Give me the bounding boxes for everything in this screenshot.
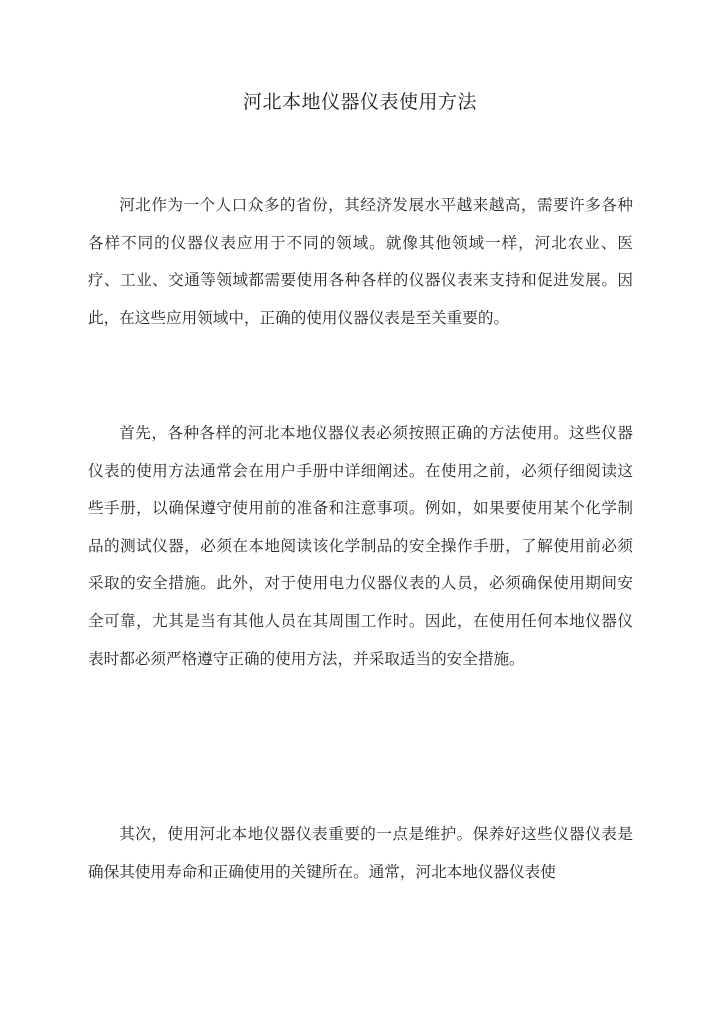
document-title: 河北本地仪器仪表使用方法: [242, 91, 477, 113]
paragraph-intro: 河北作为一个人口众多的省份，其经济发展水平越来越高，需要许多各种各样不同的仪器仪表应用于不同的领域。就像其他领域一样，河北农业、医疗、工业、交通等领域都需要使用各种各样的仪器仪表来支持和促进发展。因此，在这些应用领域中，正确的使用仪器仪表是至关重要的。: [88, 196, 633, 327]
paragraph-maintenance: 其次，使用河北本地仪器仪表重要的一点是维护。保养好这些仪器仪表是确保其使用寿命和正确使用的关键所在。通常，河北本地仪器仪表使: [88, 825, 633, 881]
paragraph-usage: 首先，各种各样的河北本地仪器仪表必须按照正确的方法使用。这些仪器仪表的使用方法通常会在用户手册中详细阐述。在使用之前，必须仔细阅读这些手册，以确保遵守使用前的准备和注意事项。例如，如果要使用某个化学制品的测试仪器，必须在本地阅读该化学制品的安全操作手册，了解使用前必须采取的安全措施。此外，对于使用电力仪器仪表的人员，必须确保使用期间安全可靠，尤其是当有其他人员在其周围工作时。因此，在使用任何本地仪器仪表时都必须严格遵守正确的使用方法，并采取适当的安全措施。: [88, 424, 633, 668]
